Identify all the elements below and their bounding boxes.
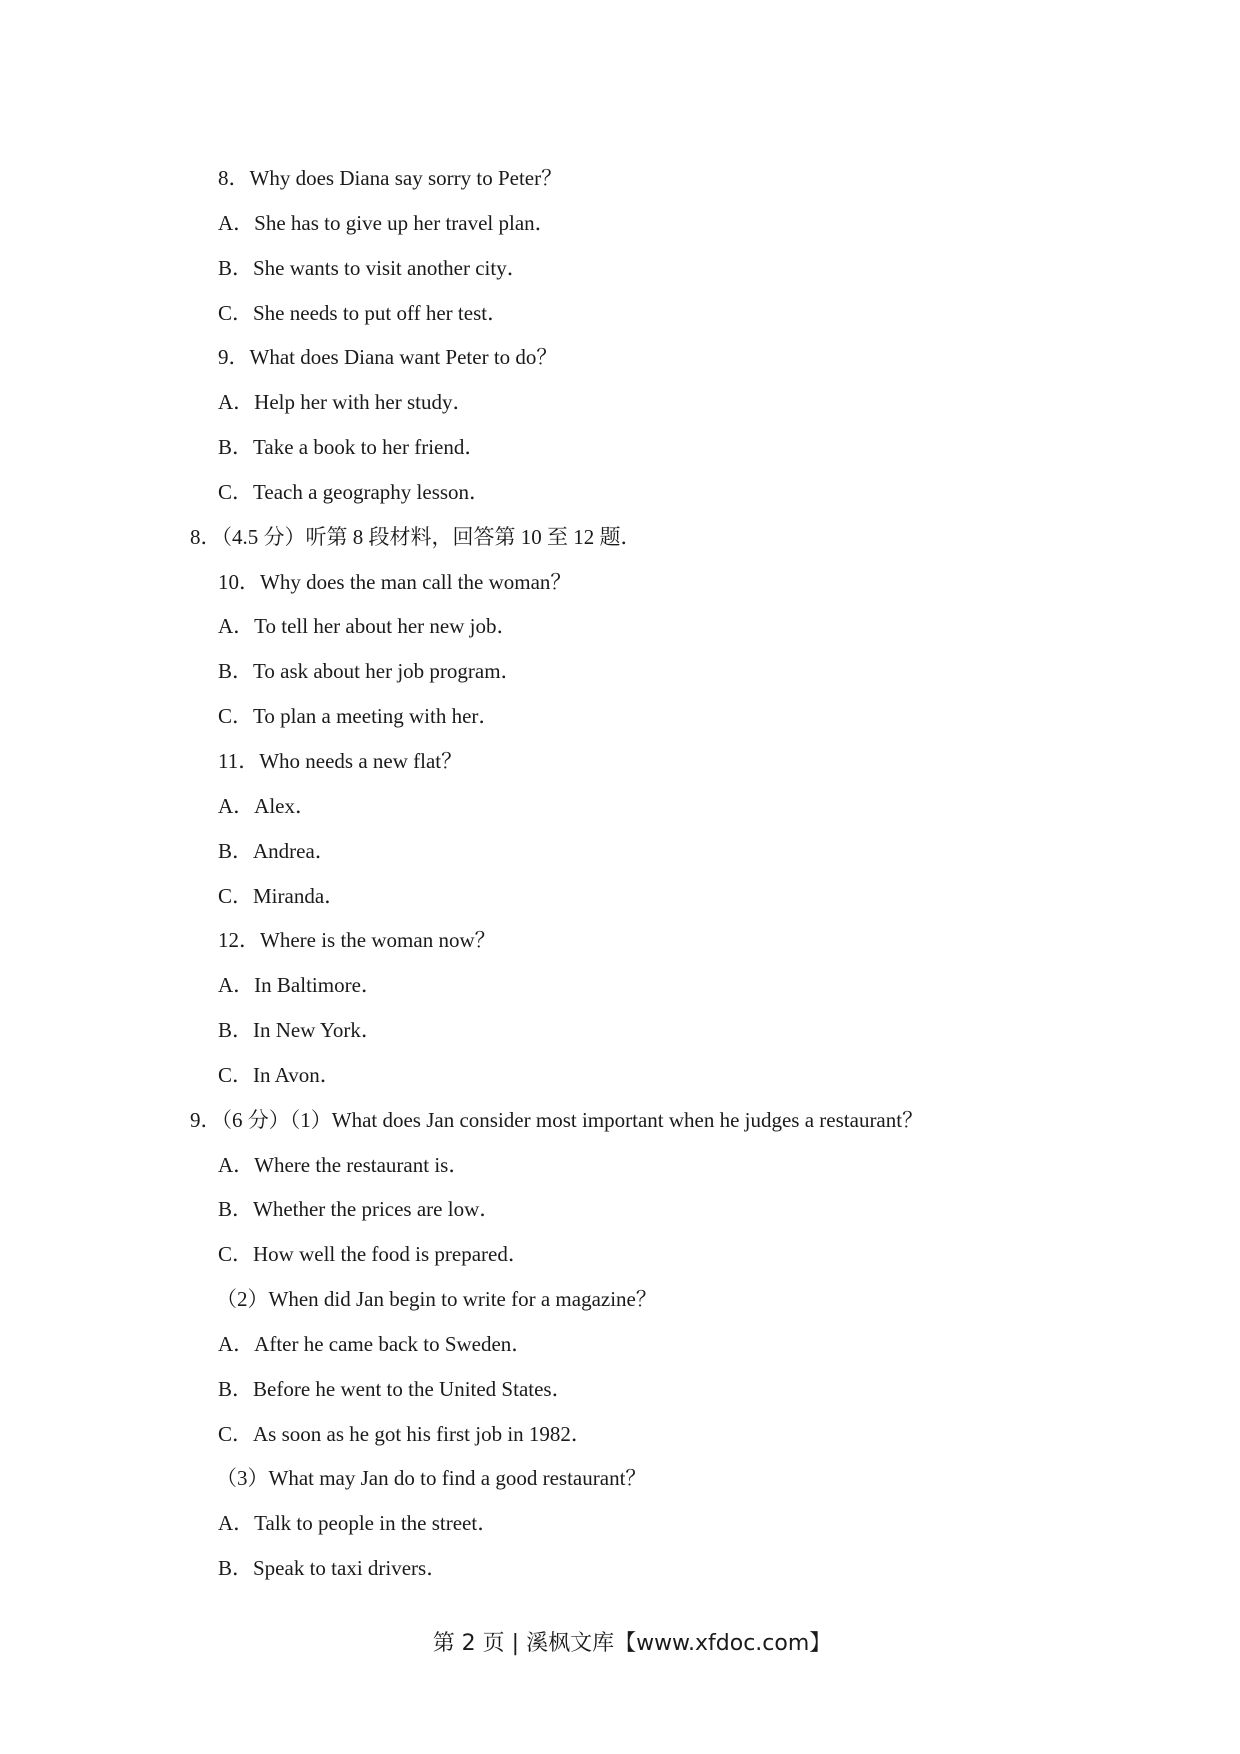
option-9-3a: A．Talk to people in the street．: [218, 1511, 499, 1536]
option-9-2a: A．After he came back to Sweden．: [218, 1331, 533, 1356]
sub-question-10: 10．Why does the man call the woman？: [218, 569, 572, 594]
option-9b: B．Take a book to her friend．: [218, 435, 486, 460]
sub-question-12: 12．Where is the woman now？: [218, 928, 496, 953]
option-8b: B．She wants to visit another city．: [218, 255, 528, 280]
option-11a: A．Alex．: [218, 793, 316, 818]
sub-question-9: 9．What does Diana want Peter to do？: [218, 345, 558, 370]
option-10c: C．To plan a meeting with her．: [218, 704, 500, 729]
option-8a: A．She has to give up her travel plan．: [218, 210, 556, 235]
option-9c: C．Teach a geography lesson．: [218, 479, 491, 504]
sub-question-11: 11．Who needs a new flat？: [218, 748, 463, 773]
question-list: [0, 156, 1240, 1591]
option-9-3b: B．Speak to taxi drivers．: [218, 1556, 448, 1581]
sub-question-9-3: （3）What may Jan do to find a good restaurant？: [216, 1466, 647, 1491]
option-9-1c: C．How well the food is prepared．: [218, 1242, 529, 1267]
option-12c: C．In Avon．: [218, 1062, 341, 1087]
question-heading-9: 9．（6 分）（1）What does Jan consider most important when he judges a restaurant？: [190, 1107, 924, 1132]
option-8c: C．She needs to put off her test．: [218, 300, 509, 325]
page-footer: 第 2 页 | 溪枫文库【www.xfdoc.com】: [432, 1631, 832, 1656]
question-heading-8: 8．（4.5 分）听第 8 段材料，回答第 10 至 12 题．: [190, 524, 642, 549]
option-9a: A．Help her with her study．: [218, 390, 474, 415]
option-12b: B．In New York．: [218, 1018, 382, 1043]
option-11b: B．Andrea．: [218, 838, 336, 863]
option-9-1b: B．Whether the prices are low．: [218, 1197, 501, 1222]
option-10b: B．To ask about her job program．: [218, 659, 522, 684]
sub-question-9-2: （2）When did Jan begin to write for a magazine？: [216, 1287, 657, 1312]
option-9-2c: C．As soon as he got his first job in 1982．: [218, 1421, 592, 1446]
option-9-2b: B．Before he went to the United States．: [218, 1376, 573, 1401]
option-9-1a: A．Where the restaurant is．: [218, 1152, 470, 1177]
option-10a: A．To tell her about her new job．: [218, 614, 518, 639]
sub-question-8: 8．Why does Diana say sorry to Peter？: [218, 166, 563, 190]
option-11c: C．Miranda．: [218, 883, 346, 908]
option-12a: A．In Baltimore．: [218, 973, 382, 998]
